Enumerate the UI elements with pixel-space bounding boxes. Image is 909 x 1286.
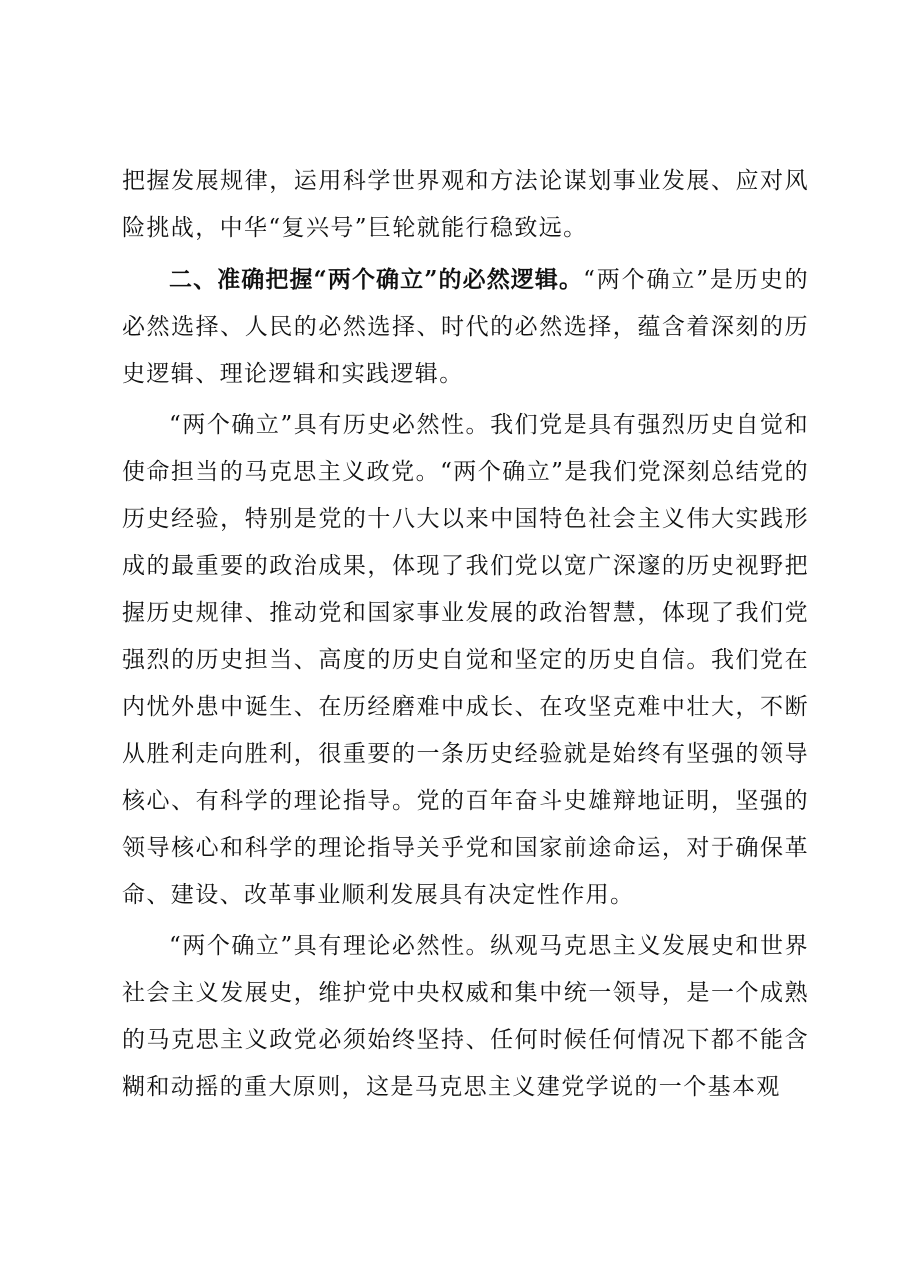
section-heading: 二、准确把握“两个确立”的必然逻辑。 xyxy=(169,266,584,293)
paragraph-text: “两个确立”具有历史必然性。我们党是具有强烈历史自觉和使命担当的马克思主义政党。“两个确立”是我们党深刻总结党的历史经验，特别是党的十八大以来中国特色社会主义伟大实践形成的最重要的政治成果，体现了我们党以宽广深邃的历史视野把握历史规律、推动党和国家事业发展的政治智慧，体现了我们党强烈的历史担当、高度的历史自觉和坚定的历史自信。我们党在内忧外患中诞生、在历经磨难中成长、在攻坚克难中壮大，不断从胜利走向胜利，很重要的一条历史经验就是始终有坚强的领导核心、有科学的理论指导。党的百年奋斗史雄辩地证明，坚强的领导核心和科学的理论指导关乎党和国家前途命运，对于确保革命、建设、改革事业顺利发展具有决定性作用。 xyxy=(122,412,809,908)
document-body xyxy=(122,158,809,1111)
paragraph-text: 把握发展规律，运用科学世界观和方法论谋划事业发展、应对风险挑战，中华“复兴号”巨轮就能行稳致远。 xyxy=(122,168,809,241)
paragraph-text: “两个确立”具有理论必然性。纵观马克思主义发展史和世界社会主义发展史，维护党中央权威和集中统一领导，是一个成熟的马克思主义政党必须始终坚持、任何时候任何情况下都不能含糊和动摇的重大原则，这是马克思主义建党学说的一个基本观 xyxy=(122,933,809,1100)
paragraph-text: “两个确立”是历史的必然选择、人民的必然选择、时代的必然选择，蕴含着深刻的历史逻辑、理论逻辑和实践逻辑。 xyxy=(122,267,809,387)
paragraph-continuation xyxy=(122,158,809,252)
paragraph-historical-necessity xyxy=(122,402,809,919)
paragraph-theoretical-necessity xyxy=(122,923,809,1111)
section-two-paragraph xyxy=(122,256,809,398)
